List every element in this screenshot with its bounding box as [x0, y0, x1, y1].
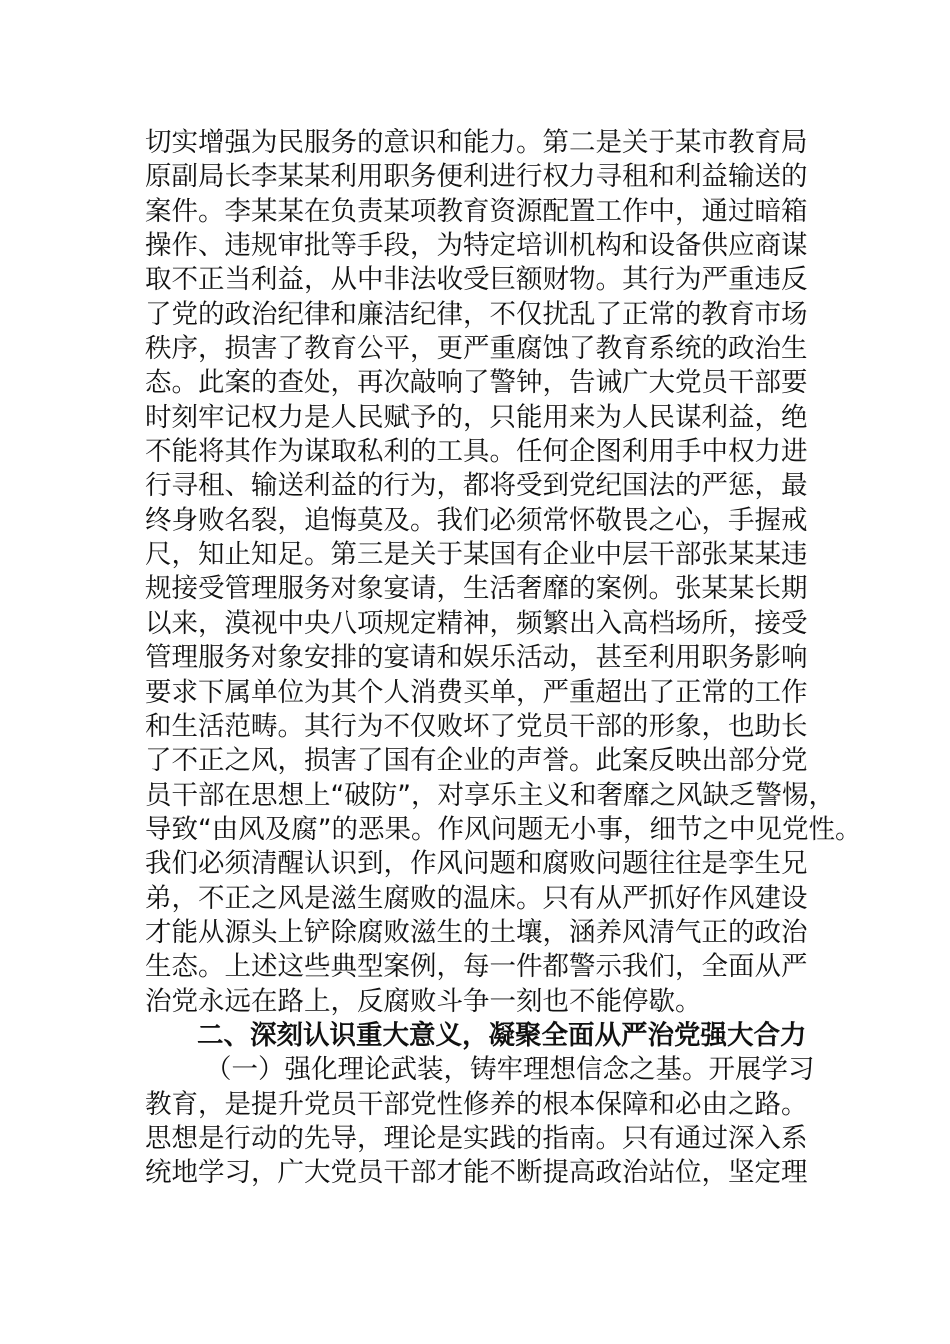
body-line: 规接受管理服务对象宴请，生活奢靡的案例。张某某长期 — [145, 573, 808, 605]
body-line: 管理服务对象安排的宴请和娱乐活动，甚至利用职务影响 — [145, 642, 808, 674]
body-line: 员干部在思想上“破防”，对享乐主义和奢靡之风缺乏警惕， — [145, 779, 835, 811]
body-line: 生态。上述这些典型案例，每一件都警示我们，全面从严 — [145, 951, 808, 983]
body-line: 不能将其作为谋取私利的工具。任何企图利用手中权力进 — [145, 436, 808, 468]
body-line: 态。此案的查处，再次敲响了警钟，告诫广大党员干部要 — [145, 367, 808, 399]
body-line: 时刻牢记权力是人民赋予的，只能用来为人民谋利益，绝 — [145, 401, 808, 433]
body-line: 取不正当利益，从中非法收受巨额财物。其行为严重违反 — [145, 264, 808, 296]
body-line: 和生活范畴。其行为不仅败坏了党员干部的形象，也助长 — [145, 710, 808, 742]
body-line: 了不正之风，损害了国有企业的声誉。此案反映出部分党 — [145, 745, 808, 777]
body-line: 切实增强为民服务的意识和能力。第二是关于某市教育局 — [145, 127, 808, 158]
body-line: 了党的政治纪律和廉洁纪律，不仅扰乱了正常的教育市场 — [145, 298, 808, 330]
body-line: 秩序，损害了教育公平，更严重腐蚀了教育系统的政治生 — [145, 333, 808, 365]
body-line: 统地学习，广大党员干部才能不断提高政治站位，坚定理 — [145, 1157, 808, 1189]
body-line: 教育，是提升党员干部党性修养的根本保障和必由之路。 — [145, 1088, 808, 1120]
body-line: 原副局长李某某利用职务便利进行权力寻租和利益输送的 — [145, 161, 808, 193]
body-line: 导致“由风及腐”的恶果。作风问题无小事，细节之中见党性。 — [145, 813, 862, 845]
body-line: 尺，知止知足。第三是关于某国有企业中层干部张某某违 — [145, 539, 808, 571]
body-line: 行寻租、输送利益的行为，都将受到党纪国法的严惩，最 — [145, 470, 808, 502]
body-line: 以来，漠视中央八项规定精神，频繁出入高档场所，接受 — [145, 607, 808, 639]
body-line: 操作、违规审批等手段，为特定培训机构和设备供应商谋 — [145, 230, 808, 262]
body-line: 治党永远在路上，反腐败斗争一刻也不能停歇。 — [145, 985, 702, 1017]
body-line: 终身败名裂，追悔莫及。我们必须常怀敬畏之心，手握戒 — [145, 504, 808, 536]
body-line: 要求下属单位为其个人消费买单，严重超出了正常的工作 — [145, 676, 808, 708]
body-line: 弟，不正之风是滋生腐败的温床。只有从严抓好作风建设 — [145, 882, 808, 914]
subsection-line: （一）强化理论武装，铸牢理想信念之基。开展学习 — [205, 1054, 815, 1086]
section-heading: 二、深刻认识重大意义，凝聚全面从严治党强大合力 — [197, 1019, 807, 1051]
body-line: 我们必须清醒认识到，作风问题和腐败问题往往是孪生兄 — [145, 848, 808, 880]
body-line: 案件。李某某在负责某项教育资源配置工作中，通过暗箱 — [145, 195, 808, 227]
body-line: 才能从源头上铲除腐败滋生的土壤，涵养风清气正的政治 — [145, 916, 808, 948]
body-line: 思想是行动的先导，理论是实践的指南。只有通过深入系 — [145, 1122, 808, 1154]
document-body — [145, 126, 862, 1191]
